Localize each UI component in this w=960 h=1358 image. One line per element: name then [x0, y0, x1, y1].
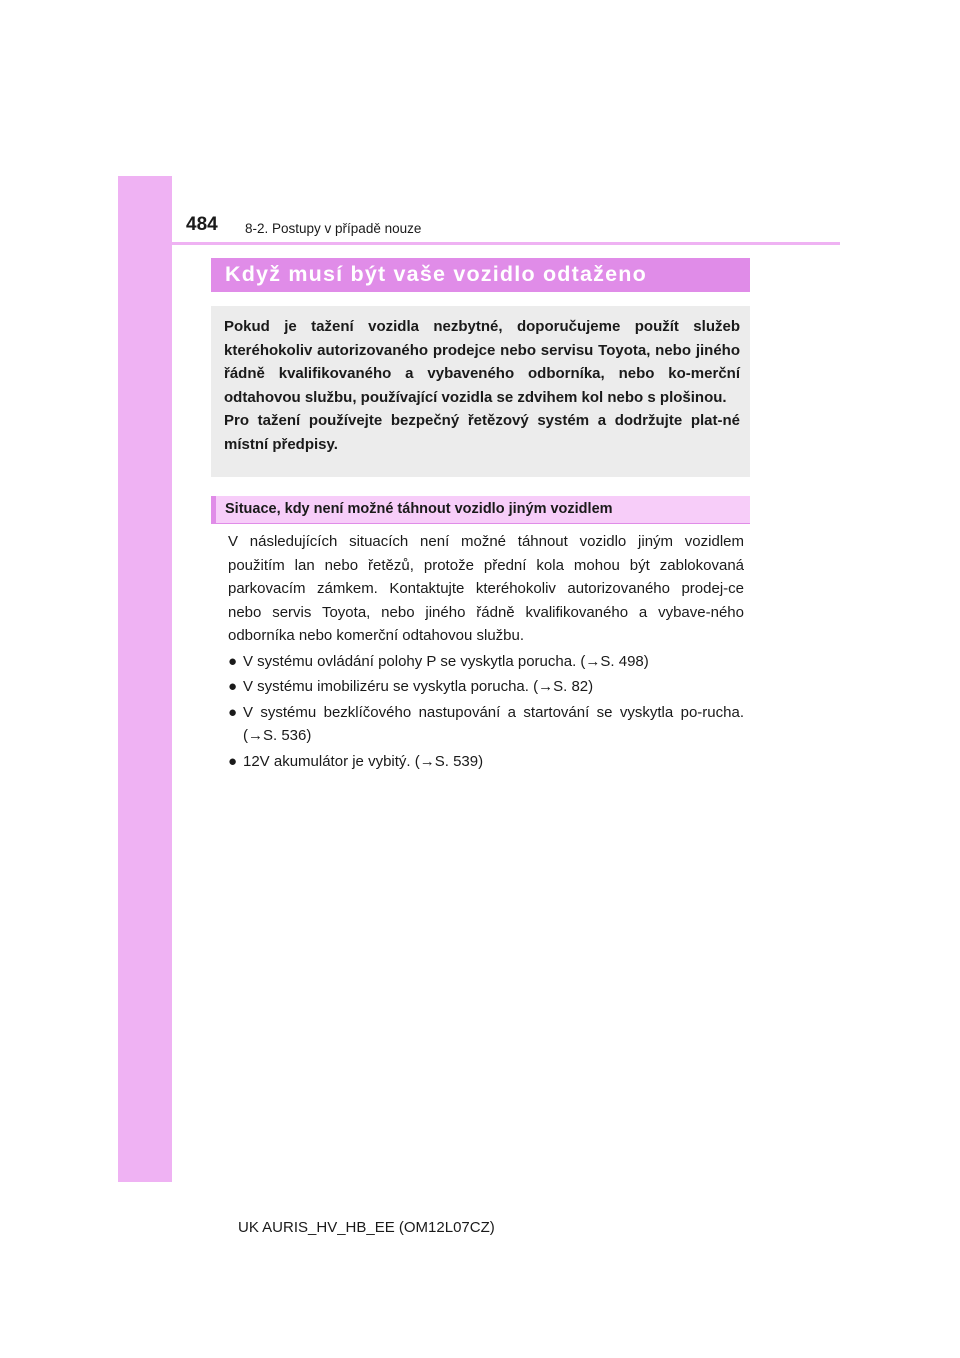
list-item — [228, 750, 744, 774]
footer-code: UK AURIS_HV_HB_EE (OM12L07CZ) — [238, 1219, 495, 1236]
section-title-bar — [211, 258, 750, 292]
section-title: Když musí být vaše vozidlo odtaženo — [225, 262, 647, 286]
bullet-icon: ● — [228, 703, 238, 721]
sub-heading — [211, 496, 750, 524]
header-rule — [118, 242, 840, 245]
list-item — [228, 701, 744, 748]
page-number: 484 — [186, 214, 218, 235]
sub-heading-text: Situace, kdy není možné táhnout vozidlo jiným vozidlem — [225, 501, 613, 517]
chapter-title: 8-2. Postupy v případě nouze — [245, 221, 422, 236]
intro-paragraph: Pokud je tažení vozidla nezbytné, doporučujeme použít služeb kteréhokoliv autorizovaného prodejce nebo servisu Toyota, nebo jiného řádně kvalifikovaného a vybaveného odborníka, nebo ko-merční odtahovou službu, používající vozidla se zdvihem kol nebo s plošinou. — [224, 318, 740, 406]
intro-paragraph: Pro tažení používejte bezpečný řetězový systém a dodržujte plat-né místní předpisy. — [224, 412, 740, 453]
list-item-text: 12V akumulátor je vybitý. (→S. 539) — [243, 752, 484, 770]
bullet-icon: ● — [228, 652, 238, 670]
list-item-text: V systému bezklíčového nastupování a startování se vyskytla po-rucha. (→S. 536) — [243, 703, 744, 744]
list-item — [228, 650, 744, 674]
intro-box — [211, 306, 750, 477]
body-text — [228, 530, 744, 775]
bullet-list — [228, 650, 744, 774]
bullet-icon: ● — [228, 752, 238, 770]
body-paragraph: V následujících situacích není možné táhnout vozidlo jiným vozidlem použitím lan nebo řetězů, protože přední kola mohou být zablokovaná parkovacím zámkem. Kontaktujte kteréhokoliv autorizovaného prodej-ce nebo servis Toyota, nebo jiného řádně kvalifikovaného a vybave-ného odborníka nebo komerční odtahovou službu. — [228, 533, 744, 644]
list-item — [228, 675, 744, 699]
bullet-icon: ● — [228, 678, 238, 695]
list-item-text: V systému imobilizéru se vyskytla porucha. (→S. 82) — [243, 678, 594, 695]
list-item-text: V systému ovládání polohy P se vyskytla porucha. (→S. 498) — [243, 652, 649, 670]
side-tab-bar — [118, 176, 172, 1182]
